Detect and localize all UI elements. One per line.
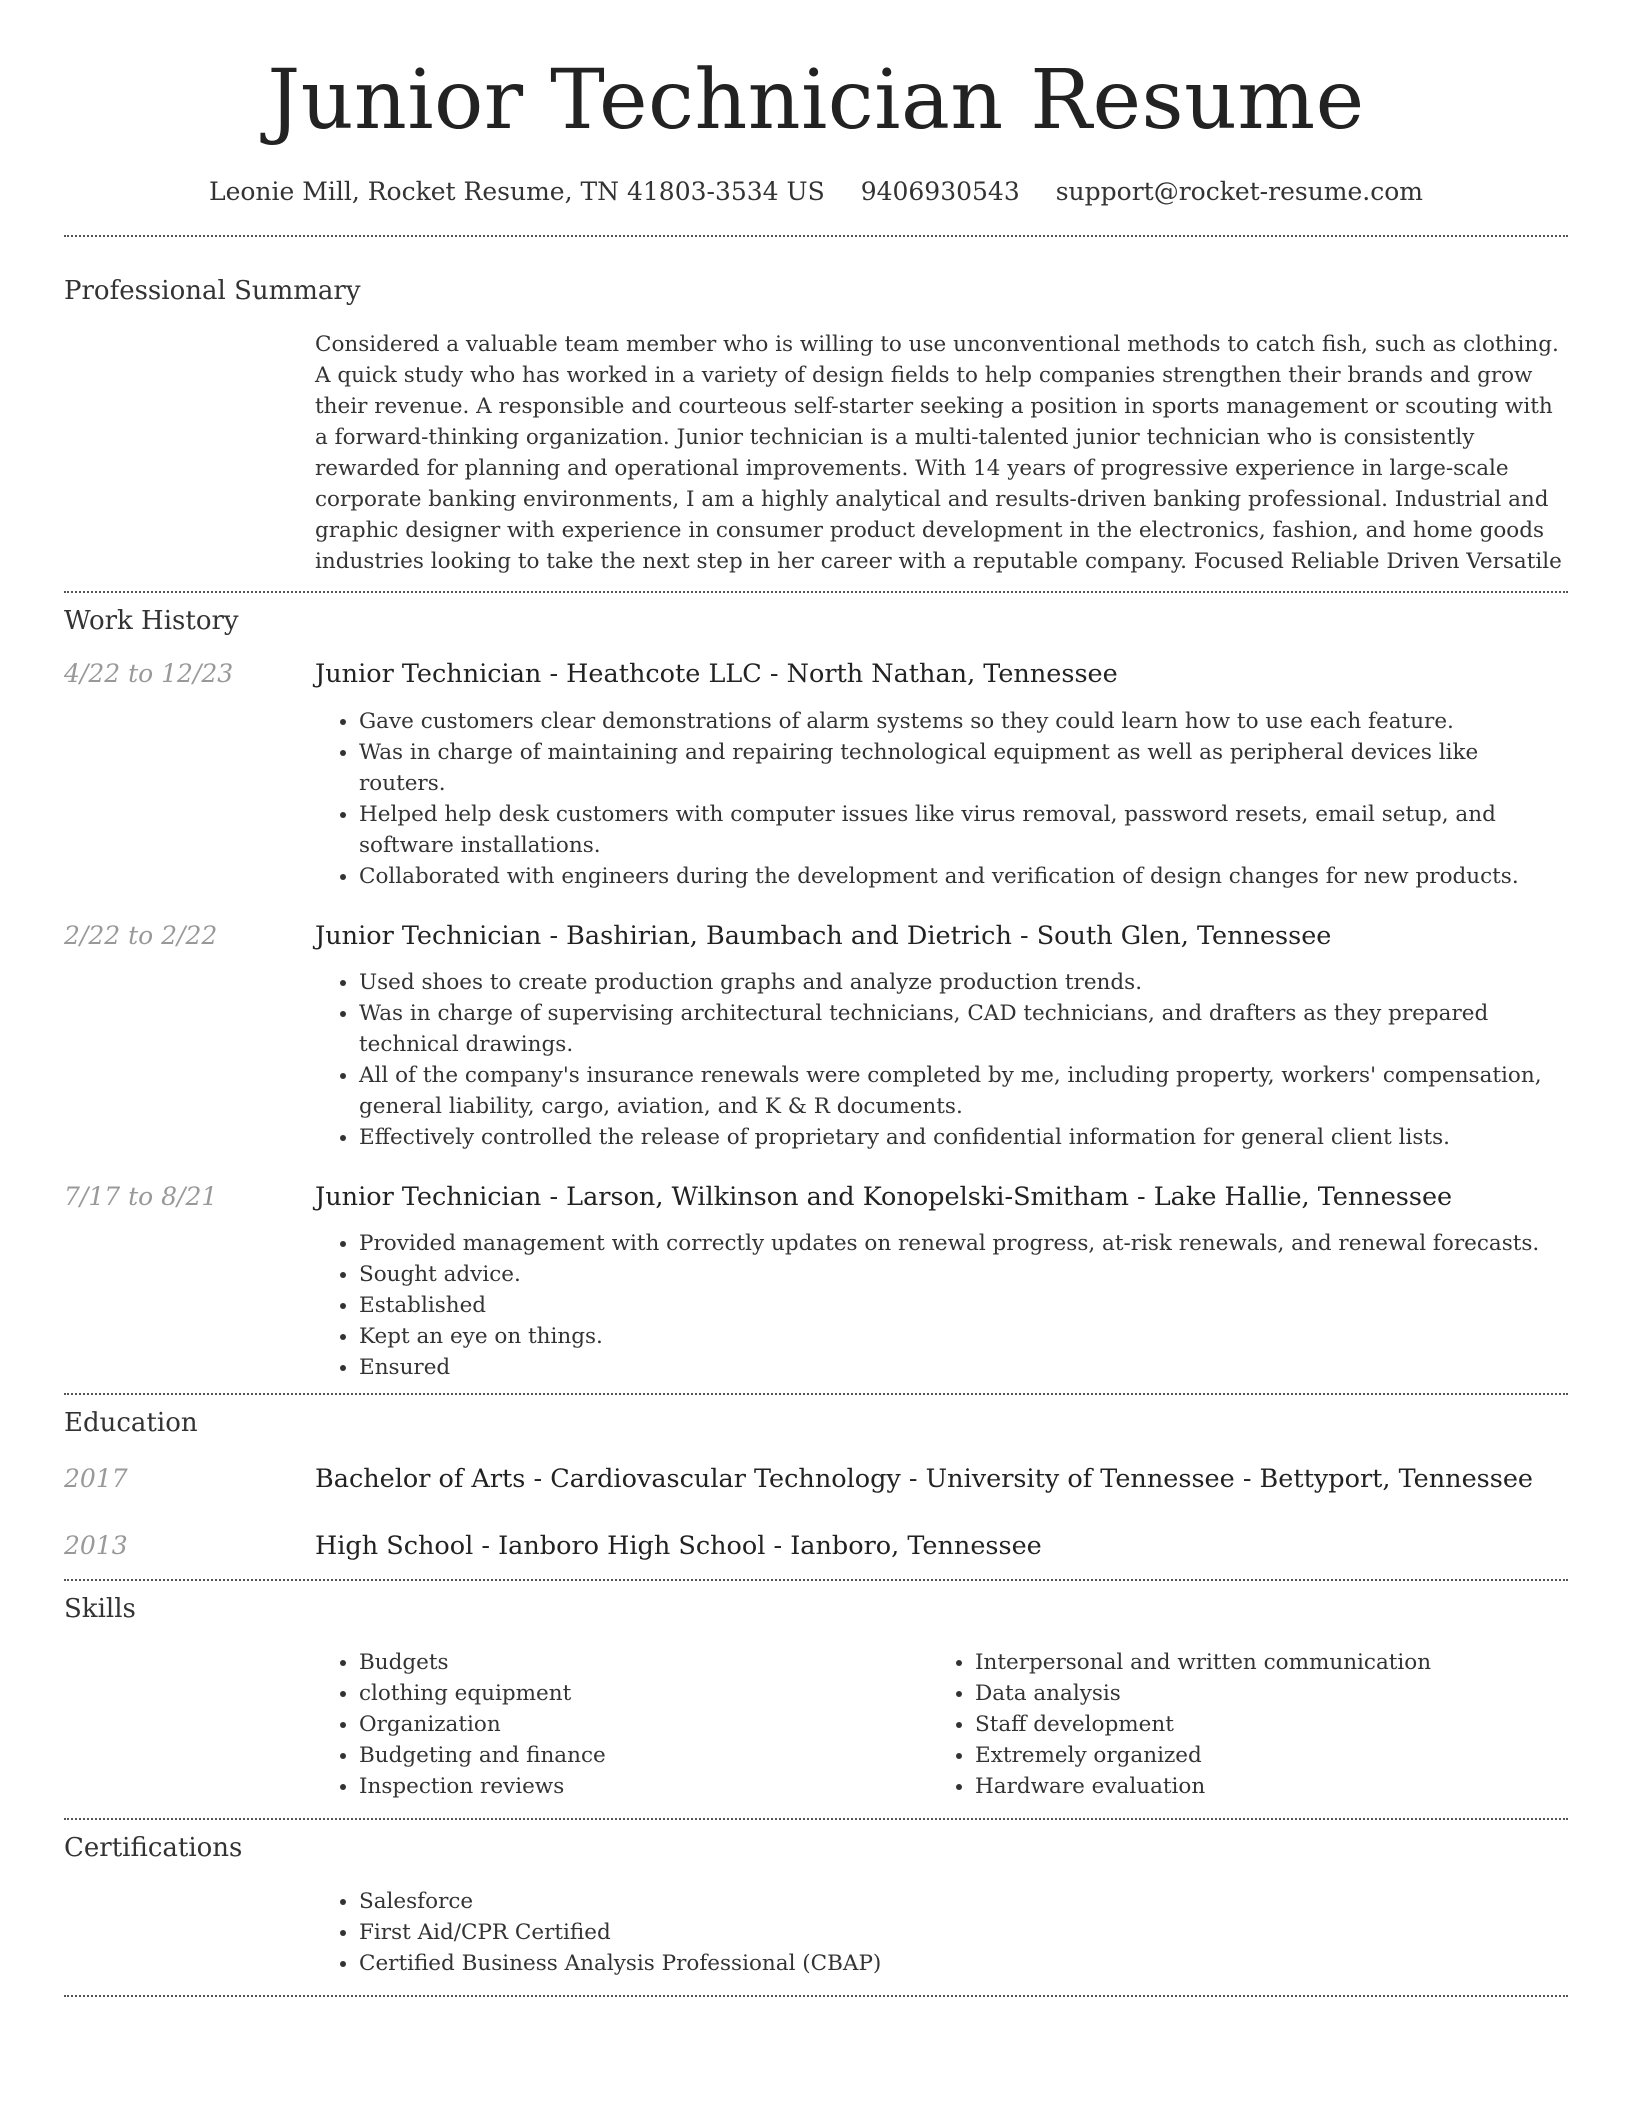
job-bullets xyxy=(315,1228,1568,1383)
list-item: • Extremely organized xyxy=(975,1740,1547,1771)
list-item: • Was in charge of supervising architectural technicians, CAD technicians, and drafters as they prepared technical drawings. xyxy=(359,998,1568,1060)
list-item: • Salesforce xyxy=(359,1886,1568,1917)
job-title: Junior Technician - Bashirian, Baumbach and Dietrich - South Glen, Tennessee xyxy=(315,920,1332,951)
job-bullets xyxy=(315,967,1568,1153)
section-heading-certifications: Certifications xyxy=(64,1832,243,1863)
list-item: • Hardware evaluation xyxy=(975,1771,1547,1802)
certifications-section xyxy=(64,1820,1568,1995)
list-item: • Collaborated with engineers during the development and verification of design changes for new products. xyxy=(359,861,1568,892)
section-heading-summary: Professional Summary xyxy=(64,275,361,306)
education-section xyxy=(64,1395,1568,1579)
job-dates: 4/22 to 12/23 xyxy=(64,659,234,689)
list-item: • Kept an eye on things. xyxy=(359,1321,1568,1352)
section-divider xyxy=(64,1995,1568,1997)
job-dates: 7/17 to 8/21 xyxy=(64,1181,218,1211)
skills-columns xyxy=(315,1647,1568,1802)
section-heading-skills: Skills xyxy=(64,1593,136,1624)
list-item: • Effectively controlled the release of proprietary and confidential information for general client lists. xyxy=(359,1122,1568,1153)
list-item: • Was in charge of maintaining and repairing technological equipment as well as peripheral devices like routers. xyxy=(359,737,1568,799)
list-item: • Organization xyxy=(359,1709,931,1740)
education-entry xyxy=(64,1463,1568,1496)
skills-list-left xyxy=(315,1647,931,1802)
list-item: • All of the company's insurance renewals were completed by me, including property, workers' compensation, general liability, cargo, aviation, and K & R documents. xyxy=(359,1060,1568,1122)
list-item: • Staff development xyxy=(975,1709,1547,1740)
job-header xyxy=(64,920,1568,953)
education-year: 2013 xyxy=(64,1530,128,1560)
education-year: 2017 xyxy=(64,1463,128,1493)
education-degree: Bachelor of Arts - Cardiovascular Technology - University of Tennessee - Bettyport, Tennessee xyxy=(315,1463,1534,1494)
job-entry xyxy=(64,920,1568,1153)
job-title: Junior Technician - Larson, Wilkinson and Konopelski-Smitham - Lake Hallie, Tennessee xyxy=(315,1181,1453,1212)
job-header xyxy=(64,1181,1568,1214)
list-item: • Inspection reviews xyxy=(359,1771,931,1802)
job-bullets xyxy=(315,706,1568,892)
list-item: • clothing equipment xyxy=(359,1678,931,1709)
contact-email: support@rocket-resume.com xyxy=(1055,177,1424,207)
education-entry xyxy=(64,1530,1568,1563)
job-dates: 2/22 to 2/22 xyxy=(64,920,218,950)
job-entry xyxy=(64,1181,1568,1383)
list-item: • Ensured xyxy=(359,1352,1568,1383)
summary-section xyxy=(64,237,1568,591)
contact-phone: 9406930543 xyxy=(860,177,1020,207)
contact-line xyxy=(64,176,1568,209)
certifications-list xyxy=(315,1886,1568,1979)
list-item: • Helped help desk customers with computer issues like virus removal, password resets, email setup, and software installations. xyxy=(359,799,1568,861)
list-item: • Provided management with correctly updates on renewal progress, at-risk renewals, and renewal forecasts. xyxy=(359,1228,1568,1259)
list-item: • Budgets xyxy=(359,1647,931,1678)
section-heading-education: Education xyxy=(64,1407,198,1438)
resume-header xyxy=(64,0,1568,209)
list-item: • Certified Business Analysis Professional (CBAP) xyxy=(359,1948,1568,1979)
list-item: • Established xyxy=(359,1290,1568,1321)
list-item: • First Aid/CPR Certified xyxy=(359,1917,1568,1948)
section-heading-work-history: Work History xyxy=(64,605,239,636)
job-header xyxy=(64,658,1568,691)
list-item: • Budgeting and finance xyxy=(359,1740,931,1771)
summary-text: Considered a valuable team member who is willing to use unconventional methods to catch fish, such as clothing. A quick study who has worked in a variety of design fields to help companies strengthen their brands and grow their revenue. A responsible and courteous self-starter seeking a position in sports management or scouting with a forward-thinking organization. Junior technician is a multi-talented junior technician who is consistently rewarded for planning and operational improvements. With 14 years of progressive experience in large-scale corporate banking environments, I am a highly analytical and results-driven banking professional. Industrial and graphic designer with experience in consumer product development in the electronics, fashion, and home goods industries looking to take the next step in her career with a reputable company. Focused Reliable Driven Versatile xyxy=(315,331,1562,574)
contact-address: Leonie Mill, Rocket Resume, TN 41803-3534 US xyxy=(208,177,825,207)
skills-list-right xyxy=(931,1647,1547,1802)
list-item: • Interpersonal and written communication xyxy=(975,1647,1547,1678)
page-title: Junior Technician Resume xyxy=(267,53,1365,148)
list-item: • Used shoes to create production graphs and analyze production trends. xyxy=(359,967,1568,998)
education-degree: High School - Ianboro High School - Ianboro, Tennessee xyxy=(315,1530,1042,1561)
job-entry xyxy=(64,658,1568,891)
list-item: • Data analysis xyxy=(975,1678,1547,1709)
list-item: • Sought advice. xyxy=(359,1259,1568,1290)
skills-section xyxy=(64,1581,1568,1818)
job-title: Junior Technician - Heathcote LLC - North Nathan, Tennessee xyxy=(315,659,1118,690)
work-history-section xyxy=(64,593,1568,1393)
list-item: • Gave customers clear demonstrations of alarm systems so they could learn how to use each feature. xyxy=(359,706,1568,737)
